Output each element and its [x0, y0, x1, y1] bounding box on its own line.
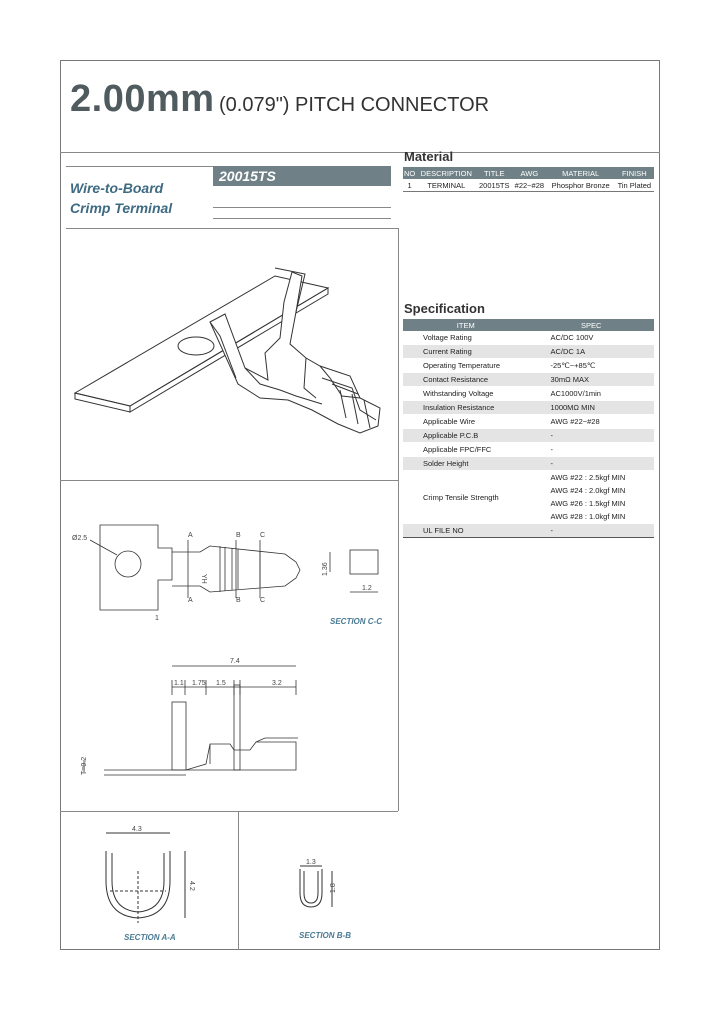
category-line-2: Crimp Terminal: [70, 200, 173, 216]
mat-col-desc: DESCRIPTION: [416, 167, 476, 179]
marker-b-top: B: [236, 532, 241, 539]
dim-7-4: 7.4: [230, 658, 240, 665]
marker-a-bottom: A: [188, 597, 193, 604]
spec-value: -: [529, 524, 655, 538]
spec-item: Current Rating: [403, 345, 529, 359]
spec-item: Contact Resistance: [403, 373, 529, 387]
caption-section-bb: SECTION B-B: [299, 931, 351, 940]
spec-item: Applicable FPC/FFC: [403, 443, 529, 457]
spec-value: -25℃~+85℃: [529, 359, 655, 373]
dim-1-1: 1.1: [174, 680, 184, 687]
dim-1-36: 1.36: [322, 562, 329, 576]
spec-item: Solder Height: [403, 457, 529, 471]
dimension-drawings: [60, 480, 398, 811]
table-row: [403, 443, 654, 457]
mat-cell: Tin Plated: [615, 179, 654, 192]
table-row: [403, 373, 654, 387]
table-row: [403, 401, 654, 415]
spec-value-multi: [529, 471, 655, 524]
dim-hole-diameter: Ø2.5: [72, 535, 88, 542]
category-line-1: Wire-to-Board: [70, 180, 164, 196]
dim-4-2: 4.2: [188, 881, 195, 891]
mat-cell: 1: [403, 179, 416, 192]
title-pitch: 2.00mm: [70, 78, 215, 120]
caption-section-aa: SECTION A-A: [124, 933, 176, 942]
spec-value: AWG #22~#28: [529, 415, 655, 429]
table-row: [403, 415, 654, 429]
marker-a-top: A: [188, 532, 193, 539]
spec-item: Applicable P.C.B: [403, 429, 529, 443]
part-rule-2: [213, 218, 391, 219]
spec-value: AC/DC 100V: [529, 331, 655, 345]
part-rule-1: [213, 207, 391, 208]
specification-title: Specification: [404, 301, 485, 316]
mat-col-finish: FINISH: [615, 167, 654, 179]
dim-1-3: 1.3: [306, 859, 316, 866]
dim-1-8: 1.8: [330, 883, 337, 893]
tensile-spec: AWG #22 : 2.5kgf MIN: [550, 473, 626, 482]
tensile-spec: AWG #26 : 1.5kgf MIN: [550, 499, 626, 508]
table-row: [403, 179, 654, 192]
section-bb-drawing: [238, 811, 398, 950]
spec-value: -: [529, 443, 655, 457]
spec-item: Insulation Resistance: [403, 401, 529, 415]
marker-b-bottom: B: [236, 597, 241, 604]
specification-table: [403, 319, 654, 538]
mat-cell: TERMINAL: [416, 179, 476, 192]
spec-value: AC/DC 1A: [529, 345, 655, 359]
drawing-area-right: [398, 228, 399, 811]
title-desc: (0.079") PITCH CONNECTOR: [219, 94, 490, 116]
spec-value: -: [529, 457, 655, 471]
section-aa-drawing: [60, 811, 238, 950]
material-table: [403, 167, 654, 192]
mat-col-material: MATERIAL: [547, 167, 615, 179]
dim-1-75: 1.75: [192, 680, 206, 687]
table-row: [403, 429, 654, 443]
part-number: 20015TS: [213, 166, 391, 186]
table-row: [403, 457, 654, 471]
dim-4-3: 4.3: [132, 826, 142, 833]
spec-value: -: [529, 429, 655, 443]
mat-cell: Phosphor Bronze: [547, 179, 615, 192]
material-title: Material: [404, 149, 454, 164]
table-row: [403, 524, 654, 538]
mat-col-no: NO: [403, 168, 416, 178]
table-row: [403, 359, 654, 373]
spec-value: 1000MΩ MIN: [529, 401, 655, 415]
spec-item: UL FILE NO: [403, 524, 529, 538]
dim-1: 1: [155, 615, 159, 622]
dim-3-2: 3.2: [272, 680, 282, 687]
spec-value: 30mΩ MAX: [529, 373, 655, 387]
spec-item: Operating Temperature: [403, 359, 529, 373]
dim-1-5: 1.5: [216, 680, 226, 687]
tensile-spec: AWG #24 : 2.0kgf MIN: [550, 486, 626, 495]
header-divider: [60, 152, 660, 153]
mat-col-title: TITLE: [476, 167, 512, 179]
table-row: [403, 331, 654, 345]
spec-item: Applicable Wire: [403, 415, 529, 429]
spec-col-item: ITEM: [403, 319, 529, 331]
marker-c-bottom: C: [260, 597, 266, 604]
table-row: [403, 345, 654, 359]
page-title: [70, 78, 489, 121]
dim-ya: YH: [200, 574, 207, 584]
category-rule-top: [66, 166, 213, 167]
spec-item: Voltage Rating: [403, 331, 529, 345]
dim-1-2: 1.2: [362, 585, 372, 592]
caption-section-cc: SECTION C-C: [330, 617, 382, 626]
spec-item: Withstanding Voltage: [403, 387, 529, 401]
spec-item: Crimp Tensile Strength: [403, 471, 529, 524]
table-row: [403, 471, 654, 524]
tensile-spec: AWG #28 : 1.0kgf MIN: [550, 512, 626, 521]
mat-cell: #22~#28: [512, 179, 547, 192]
product-category: [70, 178, 172, 218]
mat-col-awg: AWG: [512, 167, 547, 179]
dim-thickness: T=0.2: [81, 756, 88, 775]
spec-col-spec: SPEC: [529, 319, 655, 331]
isometric-drawing: [60, 228, 398, 480]
mat-cell: 20015TS: [476, 179, 512, 192]
spec-value: AC1000V/1min: [529, 387, 655, 401]
marker-c-top: C: [260, 532, 266, 539]
table-row: [403, 387, 654, 401]
